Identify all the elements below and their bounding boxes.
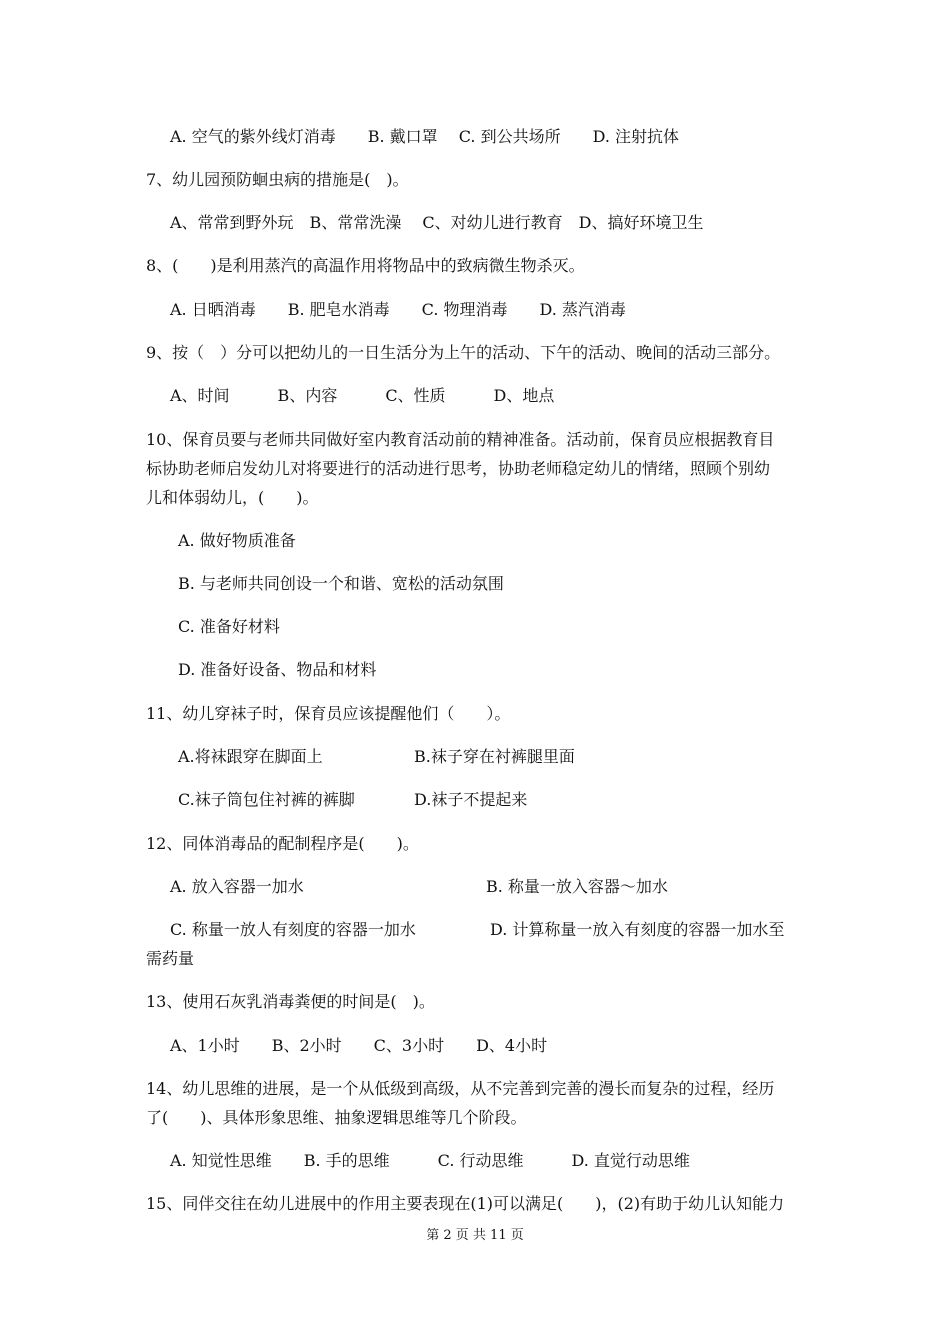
q7-options: A、常常到野外玩 B、常常洗澡 C、对幼儿进行教育 D、搞好环境卫生 [170,213,704,232]
q6-options: A. 空气的紫外线灯消毒 B. 戴口罩 C. 到公共场所 D. 注射抗体 [170,127,680,146]
q12-option-d-continued: 需药量 [146,949,195,968]
q10-option-c: C. 准备好材料 [178,617,280,636]
question-13: 13、使用石灰乳消毒粪便的时间是( )。 [146,992,435,1011]
q12-option-c: C. 称量一放人有刻度的容器一加水 [170,920,416,939]
q12-option-b: B. 称量一放入容器～加水 [486,877,668,896]
question-10-line-3: 儿和体弱幼儿，( )。 [146,488,319,507]
question-11: 11、幼儿穿袜子时，保育员应该提醒他们（ ）。 [146,704,511,723]
q11-option-a: A.将袜跟穿在脚面上 [178,747,323,766]
question-14-line-1: 14、幼儿思维的进展，是一个从低级到高级，从不完善到完善的漫长而复杂的过程，经历 [146,1079,775,1098]
question-8: 8、( )是利用蒸汽的高温作用将物品中的致病微生物杀灭。 [146,256,585,275]
question-10-line-2: 标协助老师启发幼儿对将要进行的活动进行思考，协助老师稳定幼儿的情绪，照顾个别幼 [146,459,771,478]
q10-option-a: A. 做好物质准备 [178,531,296,550]
question-10-line-1: 10、保育员要与老师共同做好室内教育活动前的精神准备。活动前，保育员应根据教育目 [146,430,775,449]
question-12: 12、同体消毒品的配制程序是( )。 [146,834,419,853]
q11-option-d: D.袜子不提起来 [414,790,528,809]
q9-options: A、时间 B、内容 C、性质 D、地点 [170,386,555,405]
q10-option-b: B. 与老师共同创设一个和谐、宽松的活动氛围 [178,574,504,593]
q12-option-a: A. 放入容器一加水 [170,877,304,896]
question-14-line-2: 了( )、具体形象思维、抽象逻辑思维等几个阶段。 [146,1108,527,1127]
q11-option-b: B.袜子穿在衬裤腿里面 [414,747,575,766]
question-15-line-1: 15、同伴交往在幼儿进展中的作用主要表现在(1)可以满足( )，(2)有助于幼儿认知能力 [146,1194,785,1213]
q14-options: A. 知觉性思维 B. 手的思维 C. 行动思维 D. 直觉行动思维 [170,1151,690,1170]
q11-option-c: C.袜子筒包住衬裤的裤脚 [178,790,355,809]
question-7: 7、幼儿园预防蛔虫病的措施是( )。 [146,170,409,189]
q12-option-d: D. 计算称量一放入有刻度的容器一加水至 [490,920,785,939]
q13-options: A、1小时 B、2小时 C、3小时 D、4小时 [170,1036,548,1055]
q10-option-d: D. 准备好设备、物品和材料 [178,660,377,679]
q8-options: A. 日晒消毒 B. 肥皂水消毒 C. 物理消毒 D. 蒸汽消毒 [170,300,626,319]
question-9: 9、按（ ）分可以把幼儿的一日生活分为上午的活动、下午的活动、晚间的活动三部分。 [146,343,781,362]
page-footer: 第 2 页 共 11 页 [426,1228,524,1243]
